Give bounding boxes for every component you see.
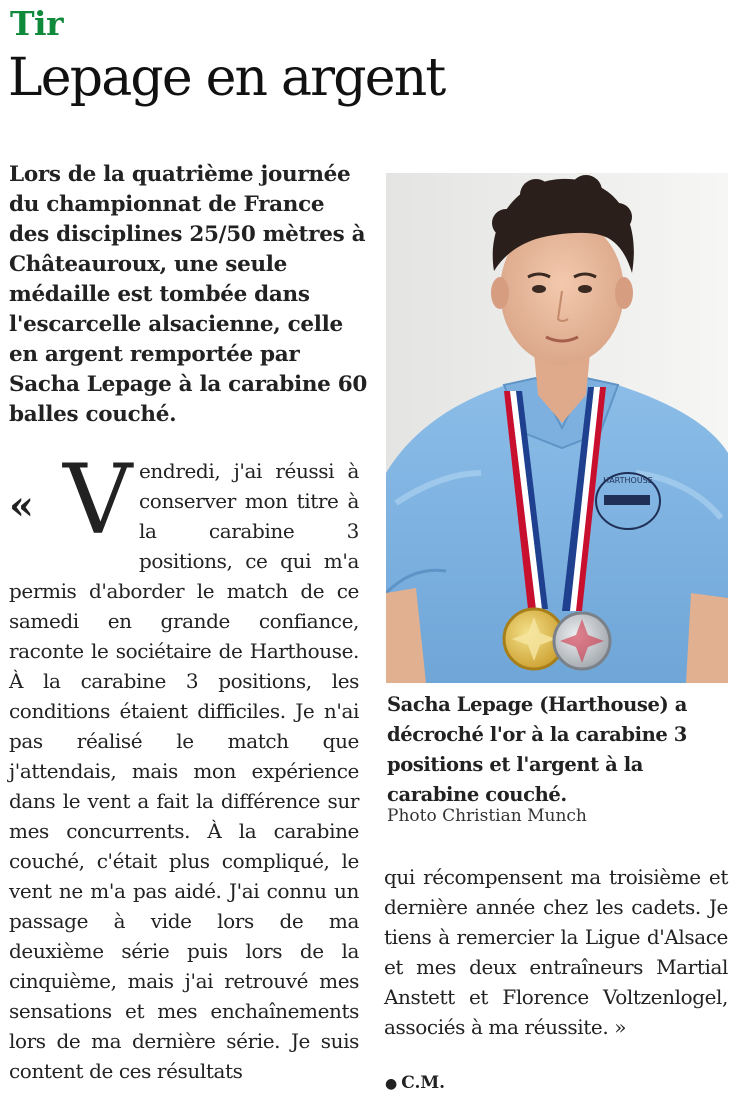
photo-credit: Photo Christian Munch — [387, 806, 587, 826]
dropcap-block — [9, 444, 133, 556]
lead-paragraph — [9, 160, 369, 430]
article-body-column-1 — [9, 444, 359, 1086]
body-continuation: qui récompensent ma troisième et dernière année chez les cadets. Je tiens à remercier la Ligue d'Alsace et mes deux entraîneurs Martial Anstett et Florence Voltzenlogel, associés à ma réussite. » — [384, 865, 728, 1039]
drop-cap: V — [63, 444, 132, 556]
silver-medal — [554, 613, 610, 669]
bullet-icon: ● — [385, 1076, 398, 1092]
body-text: endredi, j'ai réussi à conserver mon titre à la carabine 3 positions, ce qui m'a permis d'aborder le match de ce samedi en grande confiance, raconte le sociétaire de Harthouse. À la carabine 3 positions, les conditions étaient difficiles. Je n'ai pas réalisé le match que j'attendais, mais mon expérience dans le vent a fait la différence sur mes concurrents. À la carabine couché, c'était plus compliqué, le vent ne m'a pas aidé. J'ai connu un passage à vide lors de ma deuxième série puis lors de la cinquième, mais j'ai retrouvé mes sensations et mes enchaînements lors de ma dernière série. Je suis content de ces résultats — [9, 459, 359, 1083]
portrait-photo — [386, 173, 728, 683]
author-signature — [385, 1073, 445, 1093]
lead-text: Lors de la quatrième journée du championnat de France des disciplines 25/50 mètres à Châteauroux, une seule médaille est tombée dans l'escarcelle alsacienne, celle en argent remportée par Sacha Lepage à la carabine 60 balles couché. — [9, 162, 368, 427]
opening-quote-mark: « — [9, 482, 34, 529]
photo-illustration — [386, 173, 728, 683]
section-rubric: Tir — [10, 4, 63, 43]
photo-caption: Sacha Lepage (Harthouse) a décroché l'or à la carabine 3 positions et l'argent à la carabine couché. — [387, 693, 687, 806]
shirt-logo-text: HARTHOUSE — [603, 476, 653, 485]
author-initials: C.M. — [401, 1073, 446, 1093]
article-body-column-2 — [384, 862, 728, 1042]
headline: Lepage en argent — [8, 48, 445, 108]
